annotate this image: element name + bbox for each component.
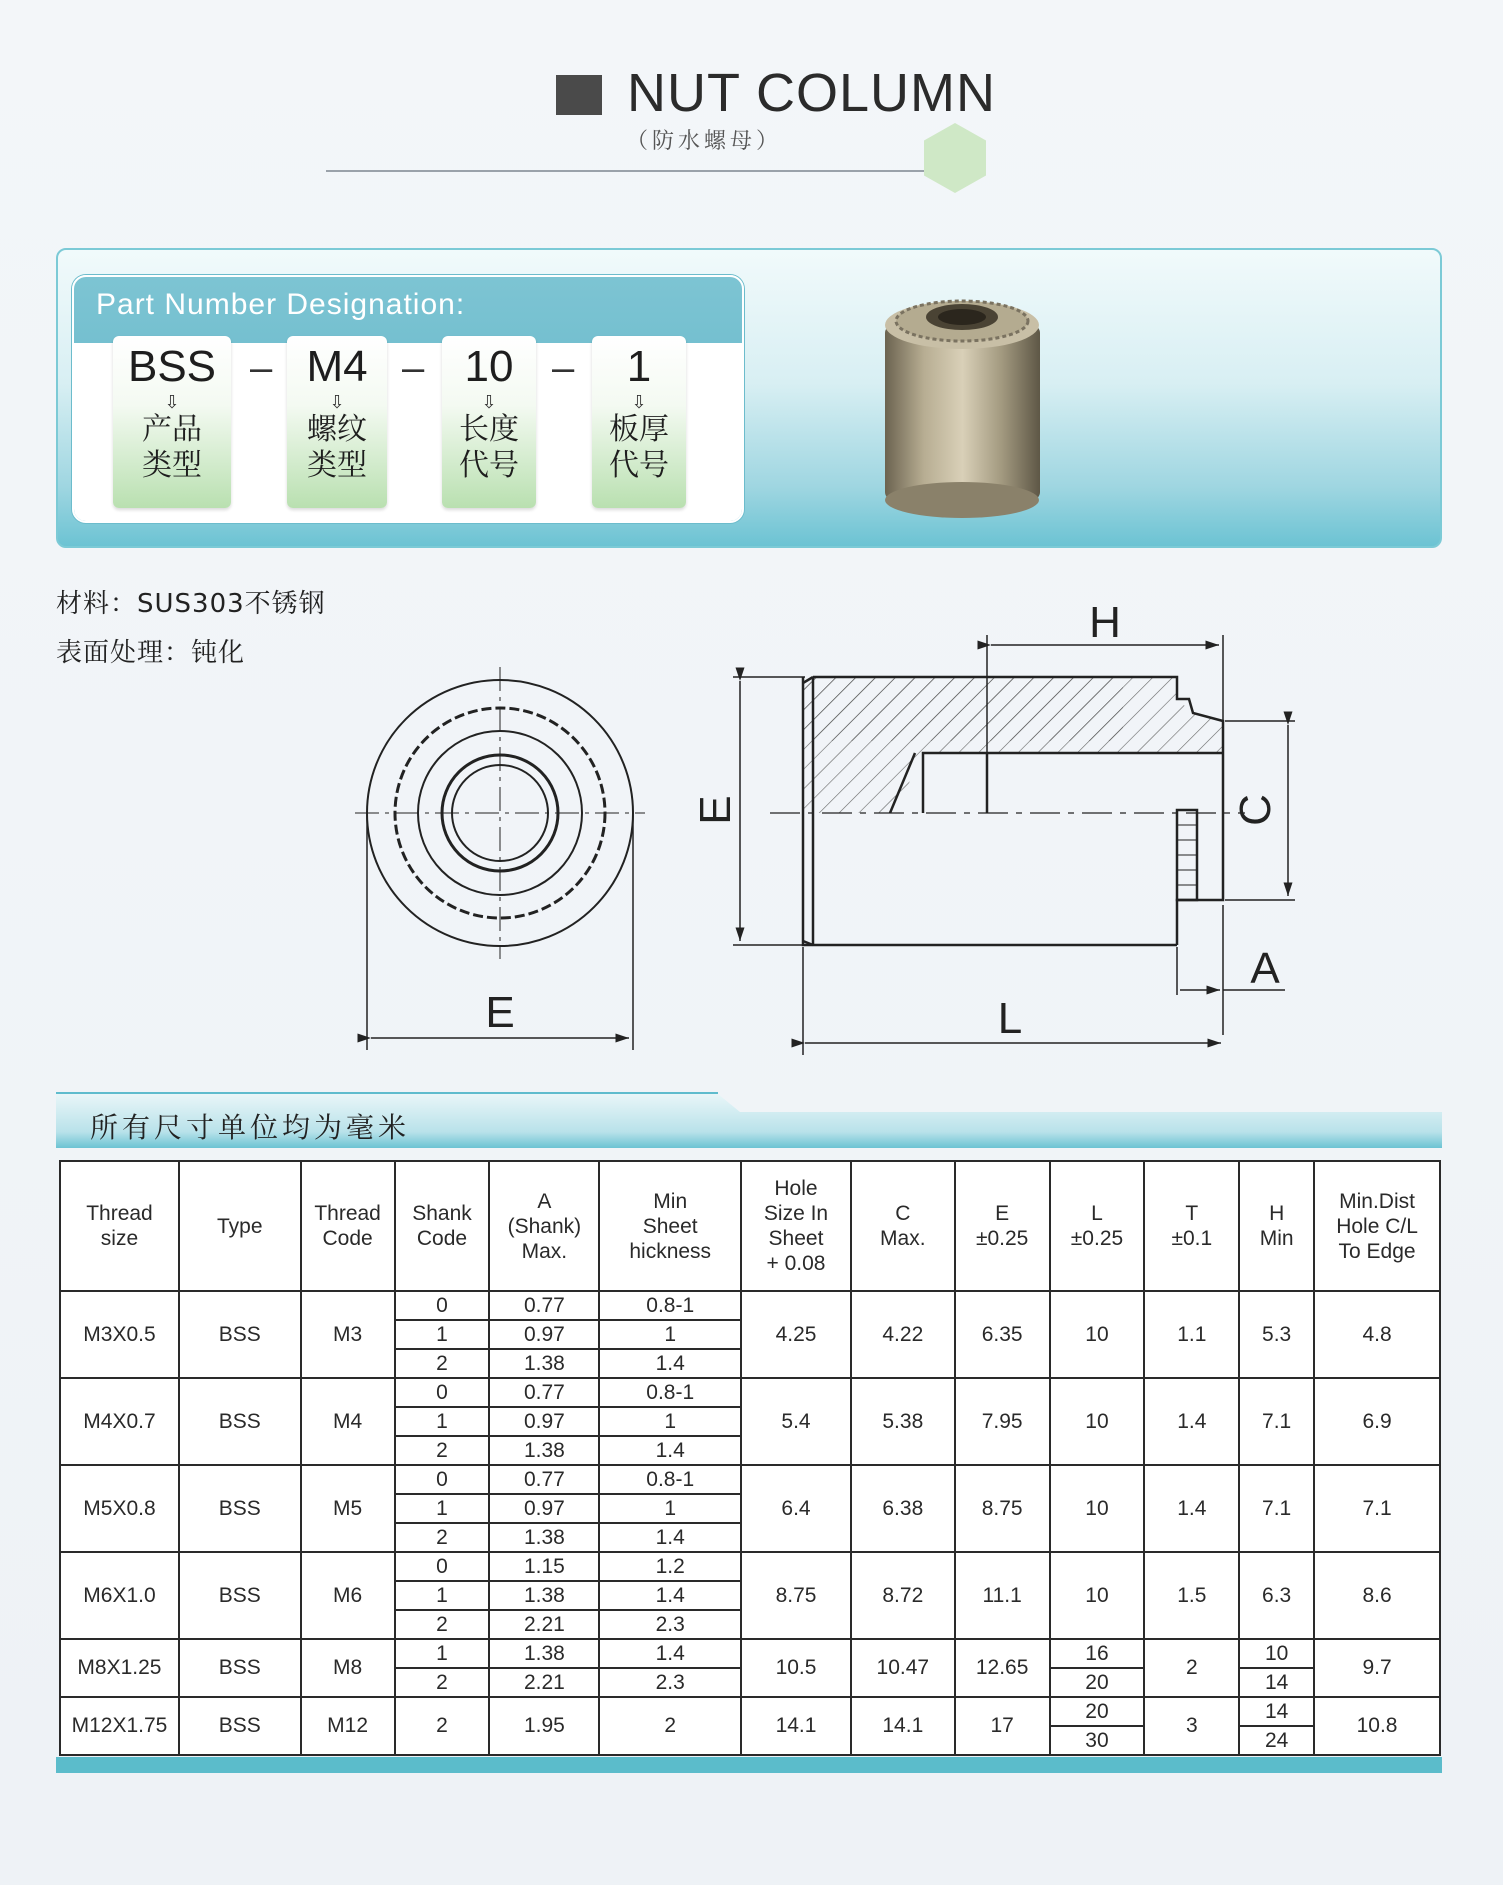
- separator-dash: –: [552, 346, 575, 390]
- min-sheet-cell: 1.4: [599, 1436, 741, 1465]
- column-header-line: L: [1091, 1202, 1103, 1225]
- spec-table: [59, 1160, 1441, 1756]
- hole-size-cell: 8.75: [741, 1552, 851, 1639]
- shank-code-cell: 2: [395, 1610, 490, 1639]
- min-sheet-cell: 1: [599, 1407, 741, 1436]
- down-arrow-icon: ⇩: [329, 392, 345, 412]
- column-header-line: Min.Dist: [1339, 1189, 1415, 1213]
- column-header-line: Code: [322, 1227, 373, 1250]
- designation-title: Part Number Designation:: [96, 288, 466, 321]
- thread-size-cell: M4X0.7: [60, 1378, 179, 1465]
- separator-dash: –: [402, 346, 425, 390]
- shank-code-cell: 1: [395, 1320, 490, 1349]
- separator-dash: –: [250, 346, 273, 390]
- thread-code-cell: M8: [301, 1639, 395, 1697]
- min-sheet-cell: 1.2: [599, 1552, 741, 1581]
- min-sheet-cell: 0.8-1: [599, 1378, 741, 1407]
- column-header-line: T: [1185, 1202, 1199, 1225]
- header-divider: [326, 170, 961, 172]
- h-min-cell: 10: [1239, 1639, 1314, 1668]
- shank-code-cell: 2: [395, 1697, 490, 1755]
- table-header-row: [60, 1161, 1440, 1291]
- column-header-line: Hole C/L: [1336, 1214, 1418, 1238]
- l-cell: 10: [1050, 1465, 1145, 1552]
- shank-code-cell: 2: [395, 1523, 490, 1552]
- shank-code-cell: 1: [395, 1407, 490, 1436]
- t-cell: 2: [1144, 1639, 1239, 1697]
- column-header-line: + 0.08: [766, 1252, 826, 1275]
- code-desc: 产品: [142, 412, 202, 447]
- table-row: [60, 1291, 1440, 1320]
- page-subtitle: （防水螺母）: [626, 129, 783, 154]
- thread-size-cell: M3X0.5: [60, 1291, 179, 1378]
- column-header: [1239, 1161, 1314, 1291]
- min-dist-cell: 7.1: [1314, 1465, 1440, 1552]
- column-header-line: Max.: [521, 1239, 568, 1263]
- code-value: BSS: [127, 342, 217, 391]
- column-header-line: (Shank): [507, 1214, 582, 1238]
- a-shank-cell: 1.38: [489, 1523, 599, 1552]
- a-shank-cell: 0.97: [489, 1320, 599, 1349]
- a-shank-cell: 2.21: [489, 1610, 599, 1639]
- type-cell: BSS: [179, 1639, 301, 1697]
- code-box-sheet-thickness: [592, 336, 686, 508]
- column-header-line: Type: [217, 1214, 263, 1238]
- column-header-line: Max.: [880, 1227, 926, 1250]
- thread-size-cell: M5X0.8: [60, 1465, 179, 1552]
- t-cell: 3: [1144, 1697, 1239, 1755]
- page-title: NUT COLUMN: [627, 63, 997, 123]
- column-header: [395, 1161, 490, 1291]
- front-view: [355, 667, 645, 959]
- t-cell: 1.5: [1144, 1552, 1239, 1639]
- h-min-cell: 7.1: [1239, 1378, 1314, 1465]
- column-header-line: To Edge: [1338, 1239, 1416, 1263]
- thread-size-cell: M12X1.75: [60, 1697, 179, 1755]
- table-row: [60, 1465, 1440, 1494]
- c-max-cell: 4.22: [851, 1291, 955, 1378]
- column-header-line: size: [100, 1227, 139, 1250]
- code-value: M4: [306, 342, 368, 391]
- min-dist-cell: 9.7: [1314, 1639, 1440, 1697]
- h-min-cell: 14: [1239, 1668, 1314, 1697]
- table-row: [60, 1639, 1440, 1668]
- hole-size-cell: 10.5: [741, 1639, 851, 1697]
- shank-code-cell: 2: [395, 1668, 490, 1697]
- h-min-cell: 14: [1239, 1697, 1314, 1726]
- title-square-icon: [556, 75, 602, 115]
- shank-code-cell: 1: [395, 1494, 490, 1523]
- h-label: H: [1089, 598, 1121, 647]
- table-row: [60, 1378, 1440, 1407]
- min-sheet-cell: 2: [599, 1697, 741, 1755]
- shank-code-cell: 2: [395, 1436, 490, 1465]
- min-sheet-cell: 1.4: [599, 1349, 741, 1378]
- e-cell: 11.1: [955, 1552, 1050, 1639]
- c-max-cell: 5.38: [851, 1378, 955, 1465]
- type-cell: BSS: [179, 1465, 301, 1552]
- l-label: L: [997, 994, 1023, 1043]
- shank-code-cell: 0: [395, 1378, 490, 1407]
- c-max-cell: 14.1: [851, 1697, 955, 1755]
- column-header-line: ±0.1: [1171, 1227, 1213, 1250]
- column-header: [599, 1161, 741, 1291]
- code-box-product-type: [113, 336, 231, 508]
- a-shank-cell: 1.95: [489, 1697, 599, 1755]
- code-value: 10: [464, 342, 514, 391]
- down-arrow-icon: ⇩: [631, 392, 647, 412]
- side-view: [770, 677, 1245, 945]
- column-header-line: Sheet: [768, 1227, 824, 1250]
- l-cell: 30: [1050, 1726, 1145, 1755]
- a-shank-cell: 0.77: [489, 1378, 599, 1407]
- c-max-cell: 10.47: [851, 1639, 955, 1697]
- a-shank-cell: 1.38: [489, 1581, 599, 1610]
- min-sheet-cell: 1.4: [599, 1639, 741, 1668]
- hole-size-cell: 6.4: [741, 1465, 851, 1552]
- table-row: [60, 1697, 1440, 1726]
- h-min-cell: 7.1: [1239, 1465, 1314, 1552]
- l-cell: 20: [1050, 1697, 1145, 1726]
- a-shank-cell: 0.77: [489, 1465, 599, 1494]
- column-header-line: C: [895, 1202, 911, 1225]
- nut-column-photo: [880, 285, 1045, 520]
- shank-code-cell: 0: [395, 1465, 490, 1494]
- column-header-line: Code: [416, 1227, 468, 1250]
- l-cell: 10: [1050, 1291, 1145, 1378]
- code-desc: 代号: [609, 448, 669, 483]
- column-header: [60, 1161, 179, 1291]
- hole-size-cell: 5.4: [741, 1378, 851, 1465]
- column-header-line: E: [995, 1202, 1010, 1225]
- t-cell: 1.4: [1144, 1465, 1239, 1552]
- thread-code-cell: M12: [301, 1697, 395, 1755]
- c-max-cell: 6.38: [851, 1465, 955, 1552]
- column-header-line: Min: [1259, 1227, 1294, 1250]
- min-sheet-cell: 1: [599, 1494, 741, 1523]
- code-box-length: [442, 336, 536, 508]
- shank-code-cell: 0: [395, 1552, 490, 1581]
- column-header: [851, 1161, 955, 1291]
- min-dist-cell: 10.8: [1314, 1697, 1440, 1755]
- code-desc: 长度: [459, 412, 519, 447]
- code-desc: 代号: [459, 448, 519, 483]
- shank-code-cell: 1: [395, 1581, 490, 1610]
- column-header-line: ±0.25: [1070, 1227, 1124, 1250]
- column-header: [1144, 1161, 1239, 1291]
- section-title: 所有尺寸单位均为毫米: [90, 1111, 411, 1144]
- column-header: [1314, 1161, 1440, 1291]
- e-cell: 17: [955, 1697, 1050, 1755]
- thread-code-cell: M3: [301, 1291, 395, 1378]
- hole-size-cell: 14.1: [741, 1697, 851, 1755]
- a-shank-cell: 1.38: [489, 1436, 599, 1465]
- column-header-line: ±0.25: [975, 1227, 1029, 1250]
- h-min-cell: 5.3: [1239, 1291, 1314, 1378]
- shank-code-cell: 0: [395, 1291, 490, 1320]
- h-min-cell: 6.3: [1239, 1552, 1314, 1639]
- column-header-line: hickness: [629, 1239, 712, 1263]
- min-sheet-cell: 0.8-1: [599, 1291, 741, 1320]
- min-dist-cell: 8.6: [1314, 1552, 1440, 1639]
- a-shank-cell: 1.38: [489, 1639, 599, 1668]
- min-sheet-cell: 1: [599, 1320, 741, 1349]
- down-arrow-icon: ⇩: [164, 392, 180, 412]
- bottom-bar: [56, 1757, 1442, 1773]
- column-header: [301, 1161, 395, 1291]
- thread-size-cell: M6X1.0: [60, 1552, 179, 1639]
- column-header: [489, 1161, 599, 1291]
- material-note: 材料：SUS303不锈钢: [56, 589, 326, 619]
- column-header-line: Hole: [774, 1177, 818, 1200]
- down-arrow-icon: ⇩: [481, 392, 497, 412]
- l-cell: 20: [1050, 1668, 1145, 1697]
- technical-drawing: [225, 595, 1445, 1085]
- min-sheet-cell: 2.3: [599, 1610, 741, 1639]
- column-header-line: Size In: [763, 1202, 829, 1225]
- column-header: [1050, 1161, 1145, 1291]
- code-box-thread-type: [287, 336, 387, 508]
- min-dist-cell: 6.9: [1314, 1378, 1440, 1465]
- hole-size-cell: 4.25: [741, 1291, 851, 1378]
- column-header-line: Shank: [412, 1202, 472, 1225]
- column-header-line: Min: [653, 1189, 688, 1213]
- a-shank-cell: 2.21: [489, 1668, 599, 1697]
- shank-code-cell: 2: [395, 1349, 490, 1378]
- column-header: [179, 1161, 301, 1291]
- column-header-line: Thread: [86, 1202, 153, 1225]
- thread-code-cell: M4: [301, 1378, 395, 1465]
- surface-treatment-note: 表面处理：钝化: [56, 638, 246, 668]
- front-e-label: E: [485, 988, 515, 1037]
- a-shank-cell: 0.77: [489, 1291, 599, 1320]
- h-min-cell: 24: [1239, 1726, 1314, 1755]
- column-header-line: H: [1269, 1202, 1285, 1225]
- c-max-cell: 8.72: [851, 1552, 955, 1639]
- column-header-line: Thread: [314, 1202, 381, 1225]
- thread-code-cell: M6: [301, 1552, 395, 1639]
- c-label: C: [1231, 794, 1280, 826]
- a-label: A: [1250, 944, 1280, 993]
- type-cell: BSS: [179, 1291, 301, 1378]
- e-cell: 12.65: [955, 1639, 1050, 1697]
- l-cell: 16: [1050, 1639, 1145, 1668]
- e-cell: 8.75: [955, 1465, 1050, 1552]
- side-e-label: E: [691, 795, 740, 825]
- shank-code-cell: 1: [395, 1639, 490, 1668]
- table-row: [60, 1552, 1440, 1581]
- a-shank-cell: 0.97: [489, 1407, 599, 1436]
- l-cell: 10: [1050, 1552, 1145, 1639]
- hexagon-icon: [924, 123, 986, 193]
- min-sheet-cell: 2.3: [599, 1668, 741, 1697]
- code-desc: 类型: [142, 448, 202, 483]
- min-dist-cell: 4.8: [1314, 1291, 1440, 1378]
- code-value: 1: [626, 342, 652, 391]
- column-header-line: A: [537, 1189, 552, 1213]
- type-cell: BSS: [179, 1378, 301, 1465]
- l-cell: 10: [1050, 1378, 1145, 1465]
- thread-code-cell: M5: [301, 1465, 395, 1552]
- e-cell: 7.95: [955, 1378, 1050, 1465]
- column-header: [955, 1161, 1050, 1291]
- code-desc: 板厚: [609, 412, 669, 447]
- min-sheet-cell: 1.4: [599, 1523, 741, 1552]
- thread-size-cell: M8X1.25: [60, 1639, 179, 1697]
- code-desc: 螺纹: [307, 412, 367, 447]
- min-sheet-cell: 1.4: [599, 1581, 741, 1610]
- min-sheet-cell: 0.8-1: [599, 1465, 741, 1494]
- column-header: [741, 1161, 851, 1291]
- a-shank-cell: 1.38: [489, 1349, 599, 1378]
- a-shank-cell: 0.97: [489, 1494, 599, 1523]
- t-cell: 1.4: [1144, 1378, 1239, 1465]
- type-cell: BSS: [179, 1552, 301, 1639]
- t-cell: 1.1: [1144, 1291, 1239, 1378]
- type-cell: BSS: [179, 1697, 301, 1755]
- column-header-line: Sheet: [642, 1214, 698, 1238]
- code-desc: 类型: [307, 448, 367, 483]
- a-shank-cell: 1.15: [489, 1552, 599, 1581]
- e-cell: 6.35: [955, 1291, 1050, 1378]
